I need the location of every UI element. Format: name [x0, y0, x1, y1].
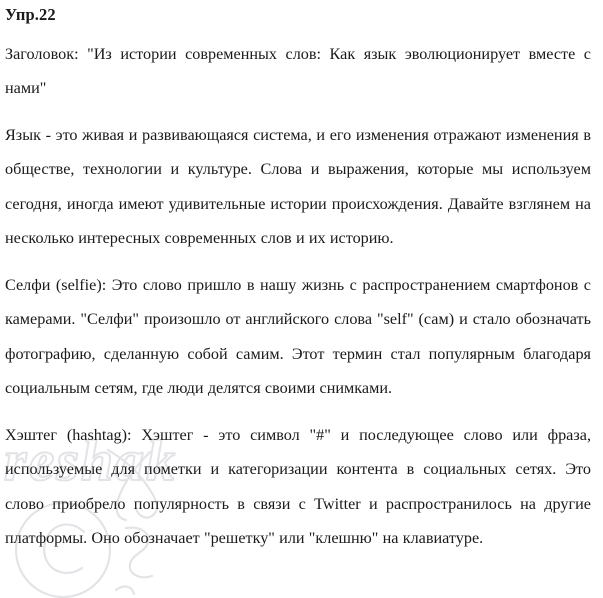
svg-text:reshak: reshak	[4, 432, 178, 493]
exercise-content	[5, 5, 591, 556]
paragraph-hashtag: Хэштег (hashtag): Хэштег - это символ "#" и последующее слово или фраза, используемые для пометки и категоризации контента в социальных сетях. Это слово приобрело популярность в связи с Twitter и распространилось на другие платформы. Оно обозначает "решетку" или "клешню" на клавиатуре.	[5, 425, 591, 548]
exercise-number-title: Упр.22	[5, 5, 56, 24]
paragraph-heading-line: Заголовок: "Из истории современных слов: Как язык эволюционирует вместе с нами"	[5, 44, 591, 98]
paragraph-intro: Язык - это живая и развивающаяся система, и его изменения отражают изменения в обществе, технологии и культуре. Слова и выражения, которые мы используем сегодня, иногда имеют удивительные истории происхождения. Давайте взглянем на несколько интересных современных слов и их историю.	[5, 125, 591, 248]
paragraph-selfie: Селфи (selfie): Это слово пришло в нашу жизнь с распространением смартфонов с камерами. "Селфи" произошло от английского слова "self" (сам) и стало обозначать фотографию, сделанную собой самим. Этот термин стал популярным благодаря социальным сетям, где люди делятся своими снимками.	[5, 275, 591, 398]
